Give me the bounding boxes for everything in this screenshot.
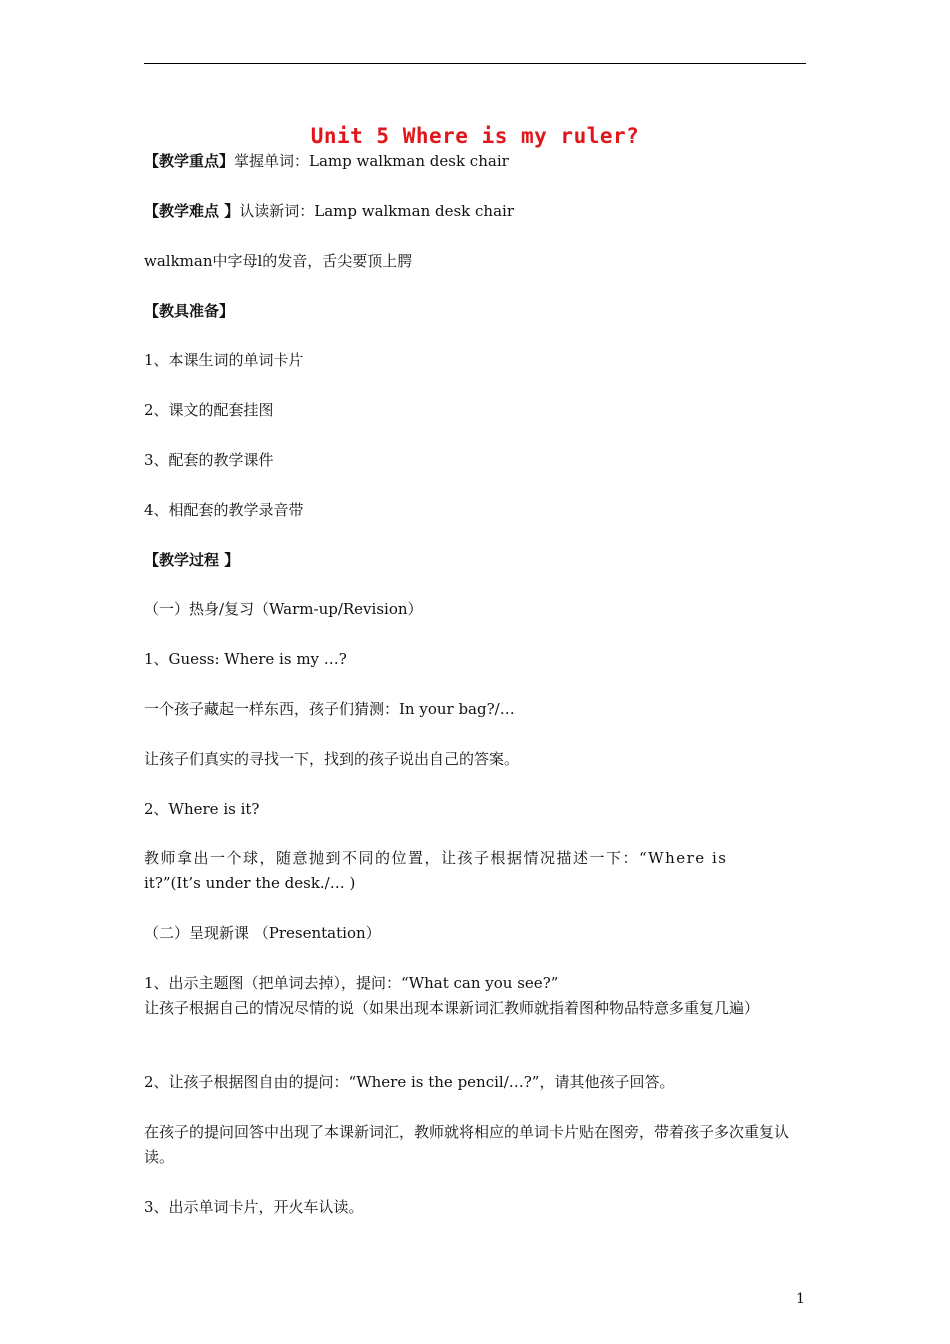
warmup-item-2-detail-line2: it?”(It’s under the desk./… )	[144, 874, 356, 892]
presentation-item-2-detail: 在孩子的提问回答中出现了本课新词汇，教师就将相应的单词卡片贴在图旁，带着孩子多次重复认读。	[144, 1123, 790, 1166]
materials-item-4: 4、相配套的教学录音带	[144, 501, 304, 519]
presentation-item-3: 3、出示单词卡片，开火车认读。	[144, 1198, 364, 1216]
warmup-item-1-detail-b: 让孩子们真实的寻找一下，找到的孩子说出自己的答案。	[144, 750, 520, 768]
key-points-label: 【教学重点】	[144, 152, 235, 170]
header-rule	[144, 63, 806, 64]
materials-label: 【教具准备】	[144, 302, 235, 320]
difficulties	[144, 199, 806, 224]
presentation-item-1-detail: 让孩子根据自己的情况尽情的说（如果出现本课新词汇教师就指着图种物品特意多重复几遍）	[144, 999, 760, 1017]
warmup-item-1: 1、Guess: Where is my …?	[144, 650, 347, 668]
warmup-item-1-detail-a: 一个孩子藏起一样东西，孩子们猜测：In your bag?/…	[144, 700, 515, 718]
materials-item-3: 3、配套的教学课件	[144, 451, 274, 469]
difficulties-text: 认读新词：Lamp walkman desk chair	[239, 202, 515, 220]
key-points-text: 掌握单词：Lamp walkman desk chair	[234, 152, 509, 170]
key-points	[144, 149, 806, 174]
materials-item-1: 1、本课生词的单词卡片	[144, 351, 304, 369]
pronunciation-note: walkman中字母l的发音，舌尖要顶上腭	[144, 252, 413, 270]
page-title: Unit 5 Where is my ruler?	[310, 124, 640, 148]
presentation-item-1: 1、出示主题图（把单词去掉），提问：“What can you see?”	[144, 974, 559, 992]
section-presentation: （二）呈现新课 （Presentation）	[144, 924, 381, 942]
materials-item-2: 2、课文的配套挂图	[144, 401, 274, 419]
warmup-item-2: 2、Where is it?	[144, 800, 260, 818]
presentation-item-2: 2、让孩子根据图自由的提问：“Where is the pencil/…?”，请其他孩子回答。	[144, 1073, 675, 1091]
process-label: 【教学过程 】	[144, 551, 240, 569]
page-number: 1	[796, 1291, 805, 1307]
section-warmup: （一）热身/复习（Warm-up/Revision）	[144, 600, 423, 618]
difficulties-label: 【教学难点 】	[144, 202, 240, 220]
warmup-item-2-detail-line1: 教师拿出一个球，随意抛到不同的位置，让孩子根据情况描述一下：“Where is	[144, 849, 728, 867]
